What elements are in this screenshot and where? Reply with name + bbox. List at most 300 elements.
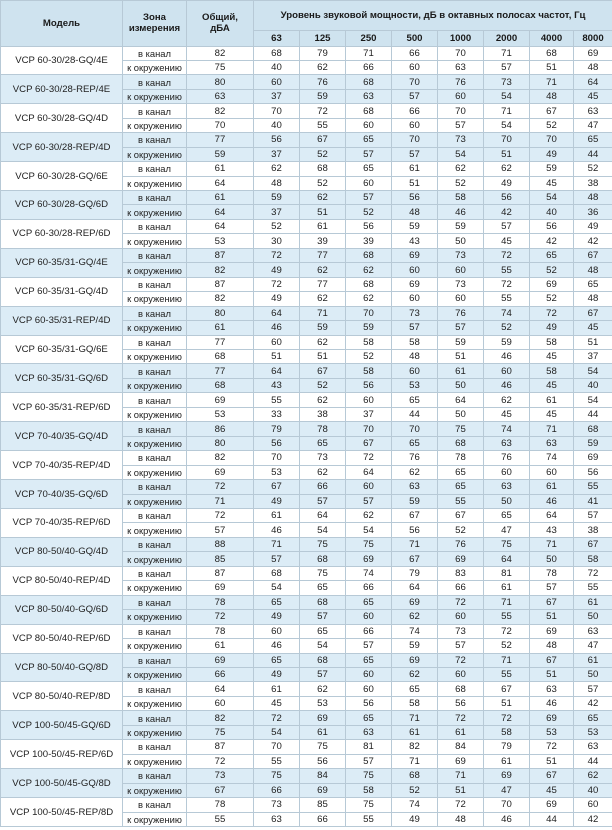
band-value: 50 bbox=[484, 494, 530, 508]
total-dba-value: 75 bbox=[187, 60, 254, 74]
table-row bbox=[1, 191, 612, 205]
band-value: 67 bbox=[530, 769, 574, 783]
zone-label: в канал bbox=[123, 422, 187, 436]
band-value: 62 bbox=[392, 610, 438, 624]
band-value: 37 bbox=[254, 147, 300, 161]
total-dba-value: 61 bbox=[187, 191, 254, 205]
band-value: 69 bbox=[300, 711, 346, 725]
band-value: 60 bbox=[346, 667, 392, 681]
band-value: 67 bbox=[530, 653, 574, 667]
band-value: 67 bbox=[574, 306, 612, 320]
band-value: 66 bbox=[300, 812, 346, 826]
header-frequency: 500 bbox=[392, 31, 438, 47]
band-value: 58 bbox=[530, 335, 574, 349]
band-value: 38 bbox=[574, 523, 612, 537]
table-row bbox=[1, 104, 612, 118]
total-dba-value: 77 bbox=[187, 335, 254, 349]
total-dba-value: 78 bbox=[187, 624, 254, 638]
band-value: 74 bbox=[530, 451, 574, 465]
band-value: 69 bbox=[392, 277, 438, 291]
total-dba-value: 64 bbox=[187, 682, 254, 696]
band-value: 53 bbox=[300, 696, 346, 710]
band-value: 59 bbox=[574, 436, 612, 450]
band-value: 44 bbox=[392, 407, 438, 421]
band-value: 75 bbox=[484, 537, 530, 551]
band-value: 44 bbox=[530, 812, 574, 826]
band-value: 51 bbox=[530, 754, 574, 768]
zone-label: к окружению bbox=[123, 89, 187, 103]
band-value: 51 bbox=[300, 205, 346, 219]
band-value: 71 bbox=[392, 537, 438, 551]
total-dba-value: 53 bbox=[187, 407, 254, 421]
model-name: VCP 80-50/40-REP/4D bbox=[1, 566, 123, 595]
band-value: 70 bbox=[484, 133, 530, 147]
band-value: 73 bbox=[438, 277, 484, 291]
table-row bbox=[1, 595, 612, 609]
band-value: 68 bbox=[346, 75, 392, 89]
band-value: 58 bbox=[346, 783, 392, 797]
band-value: 49 bbox=[392, 812, 438, 826]
band-value: 67 bbox=[574, 537, 612, 551]
band-value: 59 bbox=[392, 219, 438, 233]
table-row bbox=[1, 219, 612, 233]
header-zone bbox=[123, 1, 187, 47]
header-zone-line1: Зона bbox=[142, 12, 166, 24]
total-dba-value: 67 bbox=[187, 783, 254, 797]
zone-label: в канал bbox=[123, 219, 187, 233]
band-value: 51 bbox=[392, 176, 438, 190]
band-value: 60 bbox=[346, 480, 392, 494]
band-value: 49 bbox=[254, 292, 300, 306]
total-dba-value: 73 bbox=[187, 769, 254, 783]
band-value: 67 bbox=[392, 509, 438, 523]
zone-label: к окружению bbox=[123, 292, 187, 306]
band-value: 65 bbox=[346, 711, 392, 725]
band-value: 79 bbox=[300, 46, 346, 60]
band-value: 75 bbox=[300, 537, 346, 551]
band-value: 67 bbox=[530, 595, 574, 609]
band-value: 52 bbox=[392, 783, 438, 797]
band-value: 60 bbox=[392, 263, 438, 277]
total-dba-value: 63 bbox=[187, 89, 254, 103]
table-row bbox=[1, 422, 612, 436]
band-value: 54 bbox=[530, 191, 574, 205]
band-value: 69 bbox=[574, 46, 612, 60]
band-value: 59 bbox=[300, 89, 346, 103]
band-value: 68 bbox=[438, 436, 484, 450]
band-value: 65 bbox=[392, 436, 438, 450]
band-value: 41 bbox=[574, 494, 612, 508]
model-name: VCP 70-40/35-REP/4D bbox=[1, 451, 123, 480]
zone-label: к окружению bbox=[123, 147, 187, 161]
model-name: VCP 100-50/45-REP/6D bbox=[1, 740, 123, 769]
band-value: 48 bbox=[438, 812, 484, 826]
band-value: 62 bbox=[300, 263, 346, 277]
band-value: 72 bbox=[254, 248, 300, 262]
model-name: VCP 70-40/35-REP/6D bbox=[1, 509, 123, 538]
zone-label: в канал bbox=[123, 537, 187, 551]
band-value: 42 bbox=[530, 234, 574, 248]
band-value: 63 bbox=[254, 812, 300, 826]
band-value: 71 bbox=[530, 75, 574, 89]
band-value: 62 bbox=[574, 769, 612, 783]
band-value: 63 bbox=[438, 60, 484, 74]
band-value: 63 bbox=[484, 436, 530, 450]
total-dba-value: 61 bbox=[187, 321, 254, 335]
band-value: 60 bbox=[530, 465, 574, 479]
band-value: 66 bbox=[392, 46, 438, 60]
band-value: 58 bbox=[346, 364, 392, 378]
band-value: 84 bbox=[300, 769, 346, 783]
band-value: 69 bbox=[300, 783, 346, 797]
band-value: 54 bbox=[254, 581, 300, 595]
model-name: VCP 60-35/31-GQ/6D bbox=[1, 364, 123, 393]
band-value: 56 bbox=[392, 191, 438, 205]
header-total bbox=[187, 1, 254, 47]
header-frequency: 125 bbox=[300, 31, 346, 47]
total-dba-value: 66 bbox=[187, 667, 254, 681]
band-value: 60 bbox=[346, 393, 392, 407]
table-row bbox=[1, 75, 612, 89]
model-name: VCP 70-40/35-GQ/4D bbox=[1, 422, 123, 451]
total-dba-value: 77 bbox=[187, 364, 254, 378]
zone-label: в канал bbox=[123, 566, 187, 580]
band-value: 49 bbox=[484, 176, 530, 190]
model-name: VCP 80-50/40-GQ/4D bbox=[1, 537, 123, 566]
band-value: 73 bbox=[438, 624, 484, 638]
zone-label: в канал bbox=[123, 191, 187, 205]
band-value: 64 bbox=[254, 306, 300, 320]
zone-label: в канал bbox=[123, 595, 187, 609]
band-value: 71 bbox=[484, 46, 530, 60]
band-value: 67 bbox=[484, 682, 530, 696]
band-value: 68 bbox=[254, 46, 300, 60]
band-value: 58 bbox=[438, 191, 484, 205]
band-value: 60 bbox=[346, 610, 392, 624]
zone-label: к окружению bbox=[123, 465, 187, 479]
band-value: 74 bbox=[392, 798, 438, 812]
band-value: 69 bbox=[530, 711, 574, 725]
band-value: 45 bbox=[530, 350, 574, 364]
band-value: 70 bbox=[254, 740, 300, 754]
band-value: 65 bbox=[392, 393, 438, 407]
band-value: 48 bbox=[530, 639, 574, 653]
band-value: 72 bbox=[300, 104, 346, 118]
band-value: 61 bbox=[530, 480, 574, 494]
zone-label: в канал bbox=[123, 306, 187, 320]
band-value: 68 bbox=[300, 552, 346, 566]
model-name: VCP 80-50/40-REP/8D bbox=[1, 682, 123, 711]
band-value: 68 bbox=[574, 422, 612, 436]
band-value: 46 bbox=[254, 523, 300, 537]
band-value: 52 bbox=[346, 350, 392, 364]
band-value: 73 bbox=[392, 306, 438, 320]
header-frequency: 2000 bbox=[484, 31, 530, 47]
band-value: 62 bbox=[300, 393, 346, 407]
band-value: 37 bbox=[254, 205, 300, 219]
zone-label: к окружению bbox=[123, 812, 187, 826]
model-name: VCP 60-30/28-GQ/6D bbox=[1, 191, 123, 220]
band-value: 72 bbox=[438, 798, 484, 812]
total-dba-value: 68 bbox=[187, 350, 254, 364]
band-value: 59 bbox=[484, 335, 530, 349]
band-value: 39 bbox=[300, 234, 346, 248]
model-name: VCP 60-30/28-REP/4D bbox=[1, 133, 123, 162]
header-total-line1: Общий, bbox=[202, 12, 238, 24]
band-value: 69 bbox=[530, 277, 574, 291]
band-value: 71 bbox=[530, 537, 574, 551]
band-value: 60 bbox=[438, 292, 484, 306]
band-value: 61 bbox=[392, 725, 438, 739]
total-dba-value: 82 bbox=[187, 292, 254, 306]
band-value: 57 bbox=[346, 754, 392, 768]
band-value: 57 bbox=[484, 60, 530, 74]
band-value: 46 bbox=[254, 321, 300, 335]
band-value: 67 bbox=[438, 509, 484, 523]
band-value: 63 bbox=[346, 89, 392, 103]
band-value: 54 bbox=[574, 364, 612, 378]
total-dba-value: 64 bbox=[187, 176, 254, 190]
band-value: 65 bbox=[254, 595, 300, 609]
table-row bbox=[1, 653, 612, 667]
zone-label: в канал bbox=[123, 711, 187, 725]
band-value: 71 bbox=[530, 422, 574, 436]
band-value: 58 bbox=[392, 335, 438, 349]
band-value: 69 bbox=[392, 595, 438, 609]
total-dba-value: 82 bbox=[187, 104, 254, 118]
zone-label: к окружению bbox=[123, 378, 187, 392]
band-value: 64 bbox=[254, 364, 300, 378]
band-value: 69 bbox=[438, 754, 484, 768]
table-row bbox=[1, 566, 612, 580]
zone-label: к окружению bbox=[123, 725, 187, 739]
model-name: VCP 60-35/31-GQ/6E bbox=[1, 335, 123, 364]
table-row bbox=[1, 769, 612, 783]
band-value: 60 bbox=[484, 465, 530, 479]
total-dba-value: 59 bbox=[187, 147, 254, 161]
band-value: 60 bbox=[484, 364, 530, 378]
band-value: 84 bbox=[438, 740, 484, 754]
band-value: 54 bbox=[484, 118, 530, 132]
zone-label: в канал bbox=[123, 162, 187, 176]
band-value: 75 bbox=[254, 769, 300, 783]
band-value: 48 bbox=[254, 176, 300, 190]
model-name: VCP 80-50/40-REP/6D bbox=[1, 624, 123, 653]
band-value: 42 bbox=[574, 696, 612, 710]
band-value: 37 bbox=[346, 407, 392, 421]
band-value: 74 bbox=[346, 566, 392, 580]
total-dba-value: 61 bbox=[187, 639, 254, 653]
band-value: 56 bbox=[300, 754, 346, 768]
total-dba-value: 64 bbox=[187, 205, 254, 219]
band-value: 60 bbox=[438, 610, 484, 624]
band-value: 68 bbox=[346, 248, 392, 262]
band-value: 72 bbox=[530, 740, 574, 754]
band-value: 58 bbox=[392, 696, 438, 710]
band-value: 45 bbox=[254, 696, 300, 710]
band-value: 69 bbox=[438, 552, 484, 566]
total-dba-value: 82 bbox=[187, 711, 254, 725]
model-name: VCP 60-30/28-REP/6D bbox=[1, 219, 123, 248]
total-dba-value: 85 bbox=[187, 552, 254, 566]
zone-label: к окружению bbox=[123, 263, 187, 277]
total-dba-value: 69 bbox=[187, 393, 254, 407]
table-row bbox=[1, 480, 612, 494]
total-dba-value: 80 bbox=[187, 436, 254, 450]
band-value: 51 bbox=[574, 335, 612, 349]
band-value: 65 bbox=[300, 624, 346, 638]
band-value: 45 bbox=[530, 407, 574, 421]
band-value: 57 bbox=[346, 191, 392, 205]
band-value: 50 bbox=[438, 407, 484, 421]
band-value: 57 bbox=[574, 682, 612, 696]
band-value: 54 bbox=[484, 89, 530, 103]
band-value: 56 bbox=[254, 436, 300, 450]
band-value: 52 bbox=[530, 292, 574, 306]
zone-label: к окружению bbox=[123, 696, 187, 710]
band-value: 67 bbox=[300, 364, 346, 378]
zone-label: в канал bbox=[123, 133, 187, 147]
band-value: 68 bbox=[530, 46, 574, 60]
band-value: 61 bbox=[254, 682, 300, 696]
band-value: 65 bbox=[530, 248, 574, 262]
band-value: 62 bbox=[300, 465, 346, 479]
band-value: 38 bbox=[300, 407, 346, 421]
total-dba-value: 78 bbox=[187, 595, 254, 609]
band-value: 51 bbox=[530, 667, 574, 681]
zone-label: к окружению bbox=[123, 639, 187, 653]
band-value: 62 bbox=[300, 191, 346, 205]
band-value: 63 bbox=[346, 725, 392, 739]
band-value: 64 bbox=[438, 393, 484, 407]
band-value: 72 bbox=[530, 306, 574, 320]
band-value: 60 bbox=[346, 682, 392, 696]
band-value: 47 bbox=[484, 523, 530, 537]
table-row bbox=[1, 537, 612, 551]
band-value: 74 bbox=[484, 306, 530, 320]
total-dba-value: 82 bbox=[187, 451, 254, 465]
band-value: 58 bbox=[484, 725, 530, 739]
total-dba-value: 75 bbox=[187, 725, 254, 739]
band-value: 59 bbox=[438, 335, 484, 349]
band-value: 57 bbox=[300, 610, 346, 624]
band-value: 65 bbox=[346, 133, 392, 147]
header-zone-line2: измерения bbox=[128, 23, 181, 35]
band-value: 76 bbox=[438, 306, 484, 320]
band-value: 73 bbox=[300, 451, 346, 465]
band-value: 70 bbox=[484, 798, 530, 812]
band-value: 47 bbox=[574, 639, 612, 653]
band-value: 52 bbox=[530, 118, 574, 132]
band-value: 76 bbox=[300, 75, 346, 89]
band-value: 46 bbox=[438, 205, 484, 219]
band-value: 68 bbox=[300, 653, 346, 667]
band-value: 66 bbox=[392, 104, 438, 118]
band-value: 48 bbox=[574, 60, 612, 74]
total-dba-value: 87 bbox=[187, 248, 254, 262]
band-value: 70 bbox=[392, 422, 438, 436]
band-value: 49 bbox=[530, 147, 574, 161]
band-value: 68 bbox=[438, 682, 484, 696]
band-value: 64 bbox=[530, 509, 574, 523]
model-name: VCP 60-30/28-GQ/6E bbox=[1, 162, 123, 191]
band-value: 55 bbox=[484, 610, 530, 624]
band-value: 66 bbox=[300, 480, 346, 494]
band-value: 60 bbox=[254, 75, 300, 89]
band-value: 40 bbox=[530, 205, 574, 219]
band-value: 72 bbox=[254, 711, 300, 725]
band-value: 40 bbox=[254, 60, 300, 74]
zone-label: в канал bbox=[123, 682, 187, 696]
table-row bbox=[1, 451, 612, 465]
band-value: 83 bbox=[438, 566, 484, 580]
band-value: 44 bbox=[574, 754, 612, 768]
band-value: 72 bbox=[346, 451, 392, 465]
band-value: 54 bbox=[300, 523, 346, 537]
band-value: 62 bbox=[254, 162, 300, 176]
band-value: 76 bbox=[438, 75, 484, 89]
zone-label: к окружению bbox=[123, 234, 187, 248]
band-value: 60 bbox=[346, 176, 392, 190]
band-value: 81 bbox=[484, 566, 530, 580]
band-value: 56 bbox=[484, 191, 530, 205]
band-value: 61 bbox=[484, 581, 530, 595]
band-value: 55 bbox=[254, 393, 300, 407]
band-value: 52 bbox=[530, 263, 574, 277]
zone-label: в канал bbox=[123, 46, 187, 60]
band-value: 65 bbox=[254, 653, 300, 667]
model-name: VCP 100-50/45-GQ/6D bbox=[1, 711, 123, 740]
band-value: 63 bbox=[392, 480, 438, 494]
band-value: 45 bbox=[530, 783, 574, 797]
header-model: Модель bbox=[1, 1, 123, 47]
model-name: VCP 60-30/28-GQ/4E bbox=[1, 46, 123, 75]
band-value: 47 bbox=[484, 783, 530, 797]
band-value: 70 bbox=[392, 133, 438, 147]
band-value: 74 bbox=[484, 422, 530, 436]
zone-label: в канал bbox=[123, 104, 187, 118]
table-row bbox=[1, 393, 612, 407]
band-value: 49 bbox=[574, 219, 612, 233]
band-value: 51 bbox=[254, 350, 300, 364]
band-value: 65 bbox=[484, 509, 530, 523]
zone-label: в канал bbox=[123, 798, 187, 812]
band-value: 81 bbox=[346, 740, 392, 754]
band-value: 46 bbox=[530, 494, 574, 508]
zone-label: в канал bbox=[123, 740, 187, 754]
total-dba-value: 72 bbox=[187, 480, 254, 494]
zone-label: к окружению bbox=[123, 176, 187, 190]
band-value: 64 bbox=[484, 552, 530, 566]
band-value: 36 bbox=[574, 205, 612, 219]
band-value: 51 bbox=[300, 350, 346, 364]
band-value: 44 bbox=[574, 147, 612, 161]
band-value: 68 bbox=[300, 162, 346, 176]
band-value: 55 bbox=[574, 480, 612, 494]
band-value: 60 bbox=[438, 89, 484, 103]
band-value: 65 bbox=[438, 480, 484, 494]
zone-label: к окружению bbox=[123, 754, 187, 768]
band-value: 60 bbox=[254, 335, 300, 349]
band-value: 69 bbox=[346, 552, 392, 566]
band-value: 43 bbox=[530, 523, 574, 537]
band-value: 55 bbox=[484, 667, 530, 681]
band-value: 48 bbox=[574, 292, 612, 306]
model-name: VCP 70-40/35-GQ/6D bbox=[1, 480, 123, 509]
band-value: 60 bbox=[254, 624, 300, 638]
table-row bbox=[1, 46, 612, 60]
band-value: 63 bbox=[530, 436, 574, 450]
